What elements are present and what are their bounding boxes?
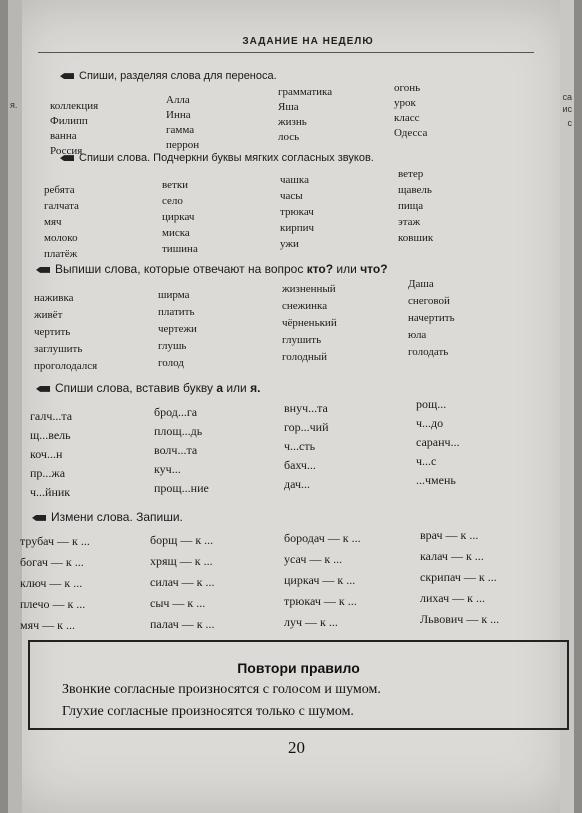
word: дач...: [284, 477, 310, 491]
word: жизненный: [282, 283, 336, 295]
word: Львович — к ...: [420, 612, 500, 626]
word: силач — к ...: [150, 575, 215, 589]
word: бахч...: [284, 458, 316, 472]
word: галч...та: [30, 409, 73, 423]
page-header: ЗАДАНИЕ НА НЕДЕЛЮ: [242, 36, 374, 47]
word: снеговой: [408, 295, 450, 307]
word: ковшик: [398, 232, 434, 244]
word: чашка: [280, 174, 309, 186]
rule-title: Повтори правило: [237, 660, 360, 676]
word: класс: [394, 112, 420, 124]
word: чертить: [34, 326, 71, 338]
workbook-page: [8, 0, 574, 813]
word: глушь: [158, 340, 187, 352]
word: лихач — к ...: [420, 591, 485, 605]
word: перрон: [166, 139, 200, 151]
word: гамма: [166, 124, 195, 136]
word: циркач — к ...: [284, 573, 356, 587]
word: трюкач — к ...: [284, 594, 357, 608]
word: чёрненький: [282, 317, 337, 329]
word: площ...дь: [154, 424, 203, 438]
word: ветер: [398, 168, 424, 180]
word: чертежи: [158, 323, 197, 335]
word: скрипач — к ...: [420, 570, 497, 584]
word: начертить: [408, 312, 455, 324]
word: наживка: [34, 292, 74, 304]
word: проголодался: [34, 360, 98, 372]
word: коллекция: [50, 100, 99, 112]
word: борщ — к ...: [150, 533, 214, 547]
right-edge-text: с: [567, 118, 572, 128]
word: глушить: [282, 334, 322, 346]
word: ужи: [280, 238, 299, 250]
word: юла: [408, 329, 427, 341]
word: внуч...та: [284, 401, 328, 415]
word: Одесса: [394, 127, 428, 139]
word: этаж: [398, 216, 421, 228]
word: снежинка: [282, 300, 328, 312]
word: часы: [280, 190, 303, 202]
pencil-icon: [36, 386, 50, 392]
word: мяч: [44, 216, 62, 228]
pencil-icon: [60, 73, 74, 79]
word: Яша: [278, 101, 299, 113]
word: галчата: [44, 200, 79, 212]
word: щавель: [398, 184, 432, 196]
pencil-icon: [36, 267, 50, 273]
rule-line: Звонкие согласные произносятся с голосом и шумом.: [62, 682, 381, 697]
task-4-instruction: Спиши слова, вставив букву а или я.: [36, 381, 260, 395]
word: калач — к ...: [420, 549, 484, 563]
right-edge-text: са: [562, 92, 572, 102]
word: циркач: [162, 211, 195, 223]
word: урок: [394, 97, 416, 109]
word: ...чмень: [416, 473, 456, 487]
word: заглушить: [34, 343, 83, 355]
pencil-icon: [32, 515, 46, 521]
word: рощ...: [416, 397, 447, 411]
word: мяч — к ...: [20, 618, 75, 632]
right-edge-text: ис: [562, 104, 572, 114]
word: ширма: [158, 289, 190, 301]
word: ванна: [50, 130, 77, 142]
word: ч...до: [416, 416, 444, 430]
word: саранч...: [416, 435, 460, 449]
word: усач — к ...: [284, 552, 343, 566]
word: щ...вель: [30, 428, 71, 442]
word: ч...сть: [284, 439, 316, 453]
word: миска: [162, 227, 190, 239]
word: голод: [158, 357, 184, 369]
word: бородач — к ...: [284, 531, 361, 545]
word: грамматика: [278, 86, 333, 98]
task-3-instruction: Выпиши слова, которые отвечают на вопрос кто? или что?: [36, 262, 388, 276]
word: Инна: [166, 109, 191, 121]
word: пища: [398, 200, 424, 212]
word: ветки: [162, 179, 189, 191]
task-2-instruction: Спиши слова. Подчеркни буквы мягких согласных звуков.: [60, 152, 374, 164]
word: голодать: [408, 346, 449, 358]
word: живёт: [34, 309, 63, 321]
word: Даша: [408, 278, 434, 290]
page-number: 20: [288, 738, 305, 757]
word: село: [162, 195, 183, 207]
left-edge-text: я.: [10, 100, 18, 110]
task-1-instruction: Спиши, разделяя слова для переноса.: [60, 70, 277, 82]
word: пр...жа: [30, 466, 66, 480]
left-page-edge: [8, 0, 22, 813]
word: врач — к ...: [420, 528, 479, 542]
rule-box: [28, 640, 569, 730]
word: платёж: [44, 248, 78, 260]
word: Алла: [166, 94, 190, 106]
word: плечо — к ...: [20, 597, 86, 611]
word: палач — к ...: [150, 617, 215, 631]
word: тишина: [162, 243, 198, 255]
word: Филипп: [50, 115, 88, 127]
word: гор...чий: [284, 420, 329, 434]
word: кирпич: [280, 222, 315, 234]
word: богач — к ...: [20, 555, 84, 569]
word: жизнь: [278, 116, 307, 128]
rule-line: Глухие согласные произносятся только с шумом.: [62, 704, 354, 719]
word: Россия: [50, 145, 83, 157]
word: сыч — к ...: [150, 596, 206, 610]
word: брод...га: [154, 405, 198, 419]
word: огонь: [394, 82, 421, 94]
word: ч...йник: [30, 485, 71, 499]
word: луч — к ...: [284, 615, 338, 629]
word: коч...н: [30, 447, 63, 461]
word: ребята: [44, 184, 75, 196]
header-rule: [38, 52, 534, 53]
word: трубач — к ...: [20, 534, 90, 548]
word: молоко: [44, 232, 78, 244]
task-5-instruction: Измени слова. Запиши.: [32, 510, 183, 524]
word: куч...: [154, 462, 181, 476]
word: трюкач: [280, 206, 314, 218]
word: платить: [158, 306, 195, 318]
word: волч...та: [154, 443, 198, 457]
word: ч...с: [416, 454, 437, 468]
word: хрящ — к ...: [150, 554, 213, 568]
word: голодный: [282, 351, 328, 363]
word: лось: [278, 131, 300, 143]
word: ключ — к ...: [20, 576, 83, 590]
word: прощ...ние: [154, 481, 209, 495]
